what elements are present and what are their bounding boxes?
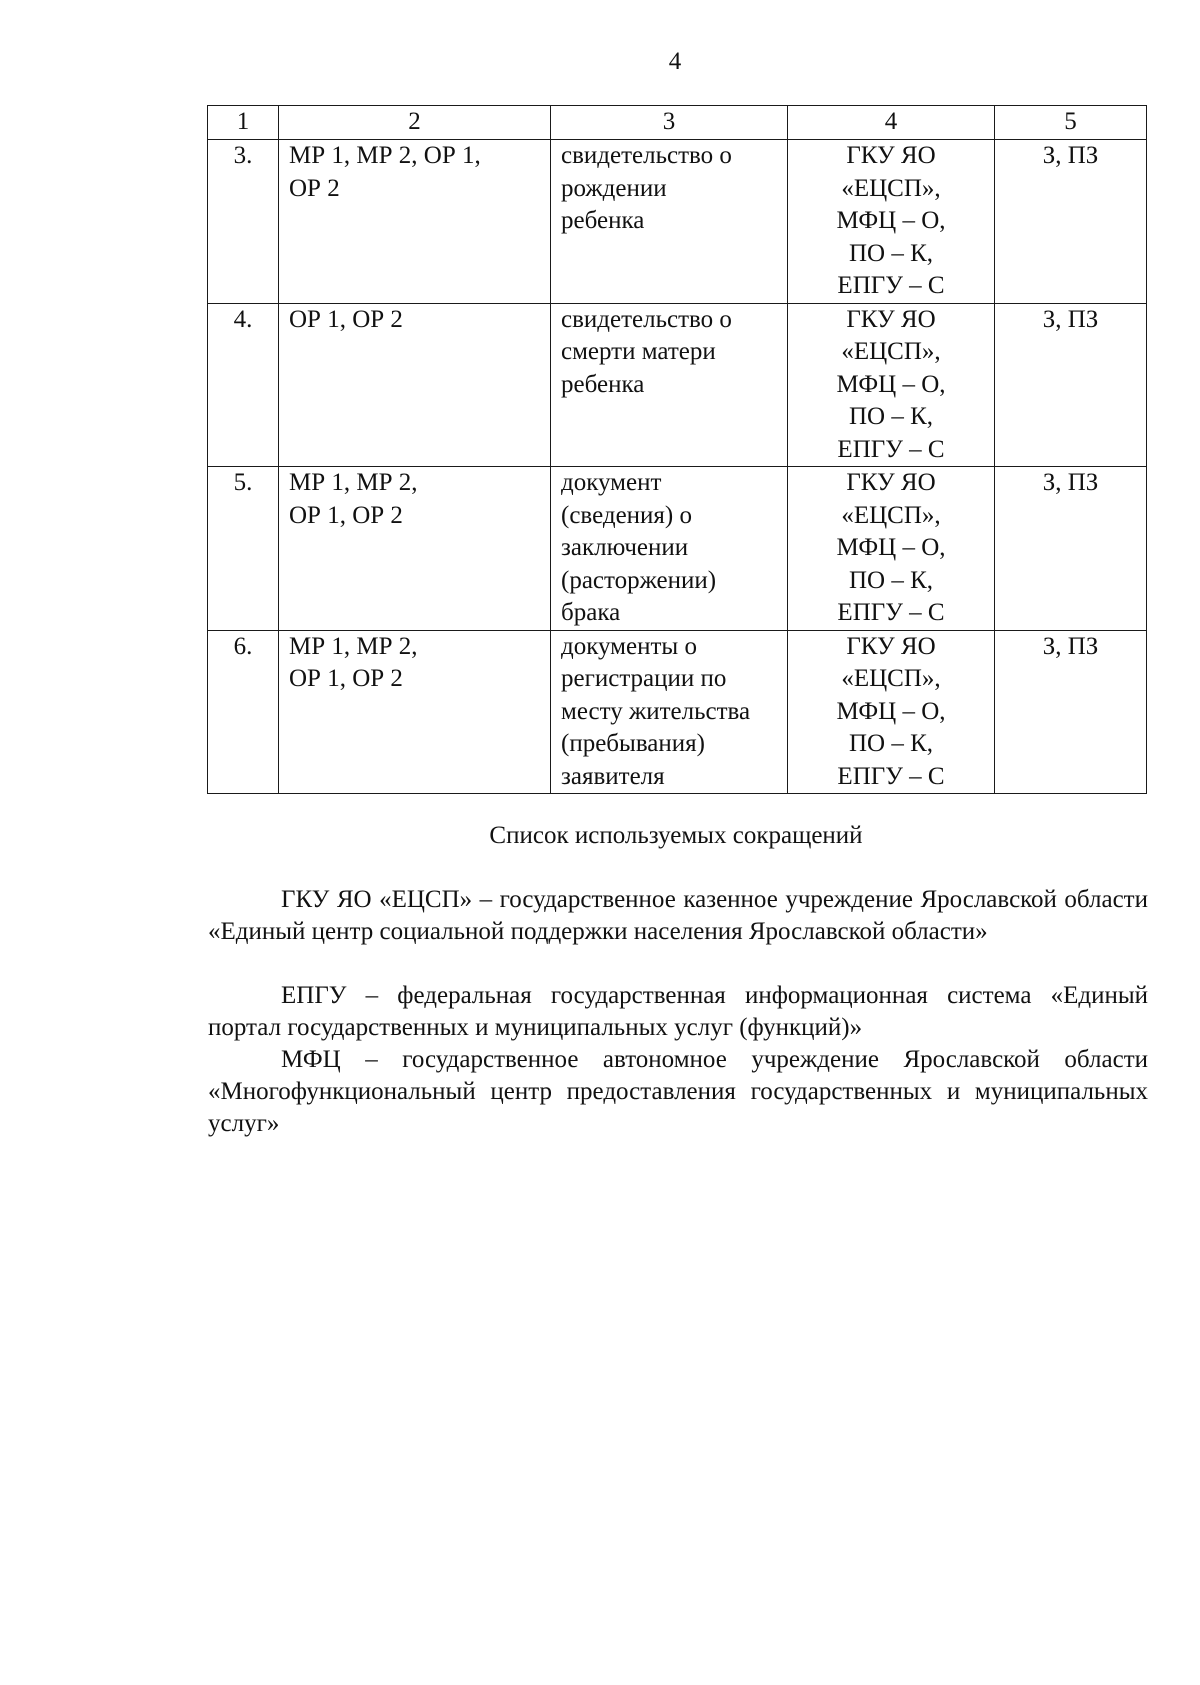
cell-line: МФЦ – О, <box>836 534 946 561</box>
applicants-cell <box>279 140 551 304</box>
cell-line: ОР 1, ОР 2 <box>289 305 403 333</box>
result-cell: З, ПЗ <box>995 467 1147 631</box>
cell-line: брака <box>561 599 621 626</box>
cell-line: регистрации по <box>561 665 727 692</box>
cell-line: ребенка <box>561 370 645 398</box>
header-cell: 1 <box>208 106 279 140</box>
cell-line: документы о <box>561 632 697 660</box>
result-cell: З, ПЗ <box>995 140 1147 304</box>
document-cell <box>551 467 788 631</box>
cell-line: «ЕЦСП», <box>841 665 941 692</box>
cell-line: ПО – К, <box>848 730 934 757</box>
document-cell <box>551 630 788 794</box>
cell-line: ОР 1, ОР 2 <box>289 665 403 692</box>
cell-line: ГКУ ЯО <box>846 469 936 496</box>
table-row <box>208 630 1147 794</box>
row-number-cell: 6. <box>208 630 279 794</box>
document-cell <box>551 303 788 467</box>
table-row <box>208 303 1147 467</box>
cell-line: ПО – К, <box>848 403 934 430</box>
page-number: 4 <box>668 48 682 75</box>
cell-line: свидетельство о <box>561 142 732 169</box>
sources-cell <box>788 630 995 794</box>
cell-line: ГКУ ЯО <box>846 142 936 169</box>
table-row <box>208 140 1147 304</box>
cell-line: МР 1, МР 2, <box>289 632 418 660</box>
row-number-cell: 5. <box>208 467 279 631</box>
applicants-cell <box>279 303 551 467</box>
header-cell: 5 <box>995 106 1147 140</box>
cell-line: ребенка <box>561 207 645 234</box>
cell-line: заявителя <box>561 762 665 790</box>
cell-line: ОР 2 <box>289 174 340 202</box>
cell-line: ЕПГУ – С <box>837 599 945 626</box>
header-cell: 4 <box>788 106 995 140</box>
abbreviations-title: Список используемых сокращений <box>489 822 863 849</box>
cell-line: ПО – К, <box>848 239 934 267</box>
cell-line: смерти матери <box>561 338 716 365</box>
cell-line: рождении <box>561 174 667 202</box>
abbreviation-gku: ГКУ ЯО «ЕЦСП» – государственное казенное учреждение Ярославской области «Единый центр социальной поддержки населения Ярославской области» <box>208 886 1148 945</box>
cell-line: МФЦ – О, <box>836 697 946 725</box>
cell-line: «ЕЦСП», <box>841 174 941 202</box>
abbreviation-epgu: ЕПГУ – федеральная государственная информационная система «Единый портал государственных и муниципальных услуг (функций)» <box>208 982 1148 1041</box>
row-number-cell: 4. <box>208 303 279 467</box>
cell-line: МР 1, МР 2, <box>289 469 418 496</box>
cell-line: ГКУ ЯО <box>846 305 936 333</box>
cell-line: ЕПГУ – С <box>837 762 945 790</box>
cell-line: месту жительства <box>561 697 751 725</box>
cell-line: (сведения) о <box>561 501 692 529</box>
cell-line: заключении <box>561 534 689 561</box>
cell-line: МФЦ – О, <box>836 207 946 234</box>
result-cell: З, ПЗ <box>995 630 1147 794</box>
cell-line: свидетельство о <box>561 305 732 333</box>
cell-line: (расторжении) <box>561 566 717 594</box>
applicants-cell <box>279 630 551 794</box>
documents-table <box>207 105 1147 794</box>
applicants-cell <box>279 467 551 631</box>
result-cell: З, ПЗ <box>995 303 1147 467</box>
header-cell: 2 <box>279 106 551 140</box>
row-number-cell: 3. <box>208 140 279 304</box>
cell-line: ЕПГУ – С <box>837 435 945 463</box>
sources-cell <box>788 140 995 304</box>
document-cell <box>551 140 788 304</box>
table-row <box>208 467 1147 631</box>
cell-line: документ <box>561 469 662 496</box>
cell-line: (пребывания) <box>561 730 705 757</box>
sources-cell <box>788 467 995 631</box>
cell-line: ГКУ ЯО <box>846 632 936 660</box>
cell-line: ОР 1, ОР 2 <box>289 501 403 529</box>
cell-line: «ЕЦСП», <box>841 338 941 365</box>
header-cell: 3 <box>551 106 788 140</box>
abbreviation-mfc: МФЦ – государственное автономное учреждение Ярославской области «Многофункциональный центр предоставления государственных и муниципальных услуг» <box>208 1046 1148 1137</box>
cell-line: ЕПГУ – С <box>837 272 945 299</box>
sources-cell <box>788 303 995 467</box>
cell-line: МР 1, МР 2, ОР 1, <box>289 142 481 169</box>
table-header-row <box>208 106 1147 140</box>
cell-line: ПО – К, <box>848 566 934 594</box>
cell-line: МФЦ – О, <box>836 370 946 398</box>
cell-line: «ЕЦСП», <box>841 501 941 529</box>
